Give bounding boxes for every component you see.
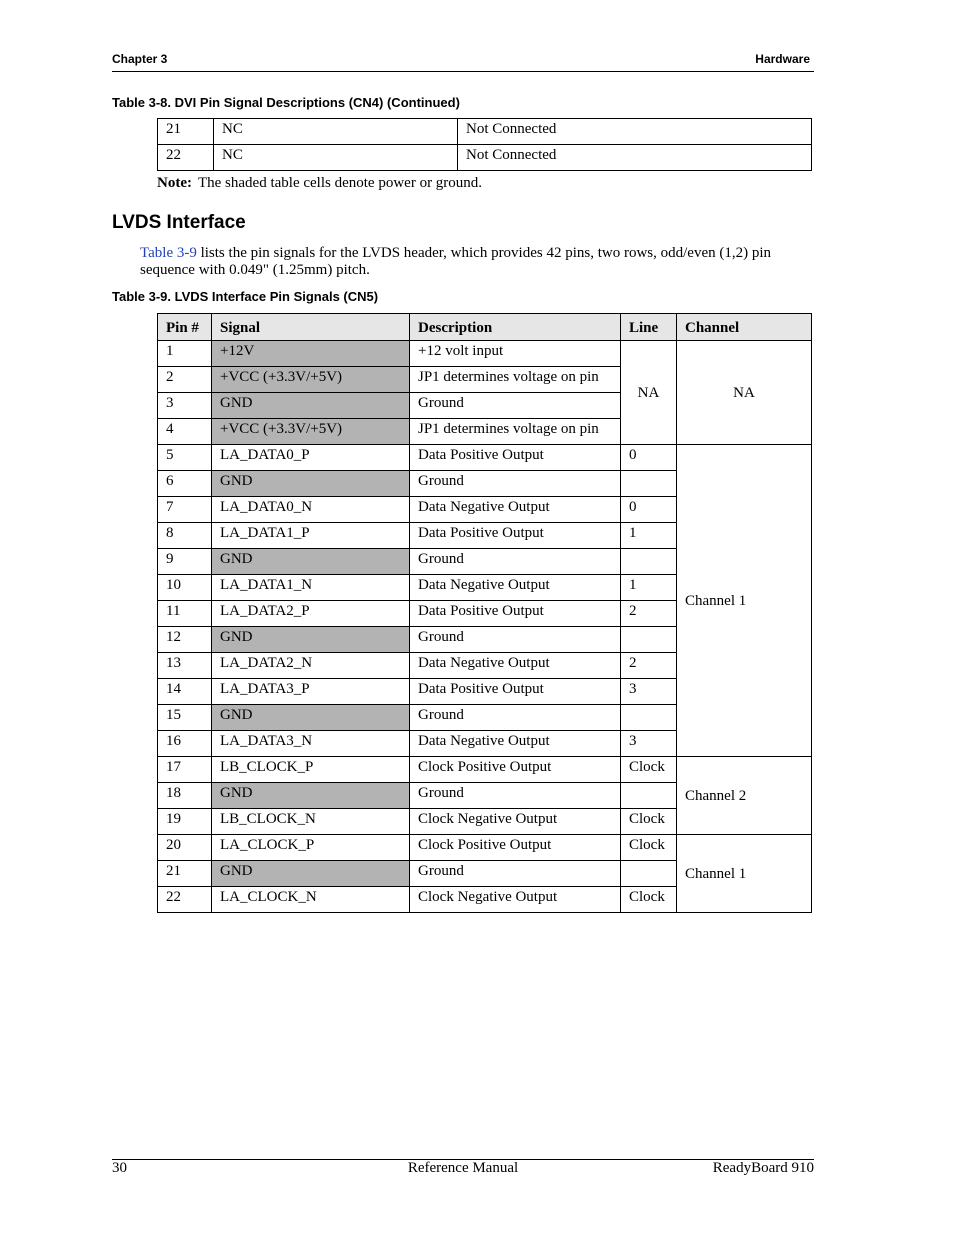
cell-description: Data Positive Output <box>410 523 621 549</box>
cell-line: Clock <box>621 887 677 913</box>
cell-pin: 6 <box>158 471 212 497</box>
column-header: Pin # <box>158 314 212 341</box>
cell-signal: GND <box>212 471 410 497</box>
cell-pin: 22 <box>158 145 214 171</box>
cell-description: Ground <box>410 549 621 575</box>
note <box>157 175 482 192</box>
cell-signal: GND <box>212 627 410 653</box>
note-text: The shaded table cells denote power or ground. <box>197 175 483 191</box>
table-row <box>158 757 812 783</box>
cell-description: Data Negative Output <box>410 497 621 523</box>
cell-description: Not Connected <box>458 119 812 145</box>
footer-product: ReadyBoard 910 <box>712 1160 814 1176</box>
cell-line <box>621 861 677 887</box>
cell-description: Data Negative Output <box>410 653 621 679</box>
cell-description: Clock Positive Output <box>410 757 621 783</box>
running-header-section: Hardware <box>755 52 810 66</box>
cell-description: Ground <box>410 705 621 731</box>
table-row <box>158 145 812 171</box>
cell-description: Data Negative Output <box>410 731 621 757</box>
cell-signal: LA_DATA1_P <box>212 523 410 549</box>
cell-line: 2 <box>621 601 677 627</box>
lvds-pin-table <box>157 313 812 913</box>
cell-line <box>621 627 677 653</box>
cell-pin: 8 <box>158 523 212 549</box>
cell-pin: 12 <box>158 627 212 653</box>
cell-line: 3 <box>621 679 677 705</box>
cell-pin: 4 <box>158 419 212 445</box>
column-header: Description <box>410 314 621 341</box>
cell-line: 0 <box>621 445 677 471</box>
footer-title: Reference Manual <box>407 1160 519 1176</box>
cell-pin: 13 <box>158 653 212 679</box>
cell-description: Ground <box>410 861 621 887</box>
cell-signal: LA_DATA2_N <box>212 653 410 679</box>
table-row <box>158 341 812 367</box>
cell-line <box>621 705 677 731</box>
cell-description: Not Connected <box>458 145 812 171</box>
cell-description: JP1 determines voltage on pin <box>410 419 621 445</box>
cell-pin: 17 <box>158 757 212 783</box>
cell-pin: 21 <box>158 861 212 887</box>
cell-pin: 16 <box>158 731 212 757</box>
cell-signal: +VCC (+3.3V/+5V) <box>212 419 410 445</box>
cell-signal: LA_DATA3_P <box>212 679 410 705</box>
page-number: 30 <box>112 1160 127 1176</box>
cell-pin: 10 <box>158 575 212 601</box>
cell-description: Data Negative Output <box>410 575 621 601</box>
cell-line: Clock <box>621 757 677 783</box>
cell-line: Clock <box>621 809 677 835</box>
section-intro <box>140 245 820 279</box>
cell-channel: NA <box>677 341 812 445</box>
cell-signal: LB_CLOCK_P <box>212 757 410 783</box>
cell-signal: NC <box>214 119 458 145</box>
cell-line: Clock <box>621 835 677 861</box>
cell-signal: +12V <box>212 341 410 367</box>
cell-pin: 5 <box>158 445 212 471</box>
cell-pin: 2 <box>158 367 212 393</box>
cell-signal: LA_CLOCK_N <box>212 887 410 913</box>
cell-signal: GND <box>212 705 410 731</box>
cell-signal: LB_CLOCK_N <box>212 809 410 835</box>
table-3-8-caption: Table 3-8. DVI Pin Signal Descriptions (CN4) (Continued) <box>112 95 460 110</box>
cell-description: Data Positive Output <box>410 445 621 471</box>
cell-channel: Channel 1 <box>677 835 812 913</box>
cell-description: Ground <box>410 393 621 419</box>
cell-pin: 3 <box>158 393 212 419</box>
cell-line <box>621 549 677 575</box>
cell-pin: 1 <box>158 341 212 367</box>
cell-signal: LA_DATA2_P <box>212 601 410 627</box>
cell-pin: 22 <box>158 887 212 913</box>
table-row <box>158 445 812 471</box>
cell-signal: GND <box>212 783 410 809</box>
cell-description: Ground <box>410 783 621 809</box>
cell-signal: GND <box>212 861 410 887</box>
cell-signal: LA_DATA0_P <box>212 445 410 471</box>
table-row <box>158 119 812 145</box>
cell-pin: 15 <box>158 705 212 731</box>
cell-description: Clock Positive Output <box>410 835 621 861</box>
column-header: Channel <box>677 314 812 341</box>
cell-line: 1 <box>621 575 677 601</box>
header-rule <box>112 71 814 72</box>
cell-description: Data Positive Output <box>410 601 621 627</box>
cell-pin: 7 <box>158 497 212 523</box>
cell-signal: LA_DATA1_N <box>212 575 410 601</box>
cell-pin: 20 <box>158 835 212 861</box>
cell-signal: GND <box>212 393 410 419</box>
cell-description: JP1 determines voltage on pin <box>410 367 621 393</box>
cell-pin: 21 <box>158 119 214 145</box>
note-label: Note: <box>157 175 192 191</box>
cell-line: 0 <box>621 497 677 523</box>
cell-line <box>621 471 677 497</box>
cell-description: +12 volt input <box>410 341 621 367</box>
cell-description: Ground <box>410 471 621 497</box>
running-header-chapter: Chapter 3 <box>112 52 168 66</box>
cell-signal: LA_DATA0_N <box>212 497 410 523</box>
cell-line: 1 <box>621 523 677 549</box>
cell-pin: 14 <box>158 679 212 705</box>
table-3-9-caption: Table 3-9. LVDS Interface Pin Signals (CN5) <box>112 289 379 304</box>
cell-description: Ground <box>410 627 621 653</box>
cell-pin: 19 <box>158 809 212 835</box>
cell-line: 2 <box>621 653 677 679</box>
section-title: LVDS Interface <box>112 212 246 233</box>
cell-channel: Channel 1 <box>677 445 812 757</box>
cell-signal: GND <box>212 549 410 575</box>
cell-signal: NC <box>214 145 458 171</box>
cell-line: NA <box>621 341 677 445</box>
cell-description: Data Positive Output <box>410 679 621 705</box>
cell-description: Clock Negative Output <box>410 809 621 835</box>
cell-pin: 18 <box>158 783 212 809</box>
cell-line <box>621 783 677 809</box>
cell-line: 3 <box>621 731 677 757</box>
intro-text: lists the pin signals for the LVDS header, which provides 42 pins, two rows, odd/even (1,2) pin sequence with 0.049" (1.25mm) pitch. <box>140 245 772 278</box>
table-row <box>158 835 812 861</box>
column-header: Line <box>621 314 677 341</box>
table-3-9-link[interactable]: Table 3-9 <box>140 245 197 261</box>
dvi-pin-table <box>157 118 812 171</box>
cell-signal: LA_CLOCK_P <box>212 835 410 861</box>
cell-pin: 9 <box>158 549 212 575</box>
cell-signal: +VCC (+3.3V/+5V) <box>212 367 410 393</box>
cell-description: Clock Negative Output <box>410 887 621 913</box>
cell-channel: Channel 2 <box>677 757 812 835</box>
cell-pin: 11 <box>158 601 212 627</box>
cell-signal: LA_DATA3_N <box>212 731 410 757</box>
column-header: Signal <box>212 314 410 341</box>
